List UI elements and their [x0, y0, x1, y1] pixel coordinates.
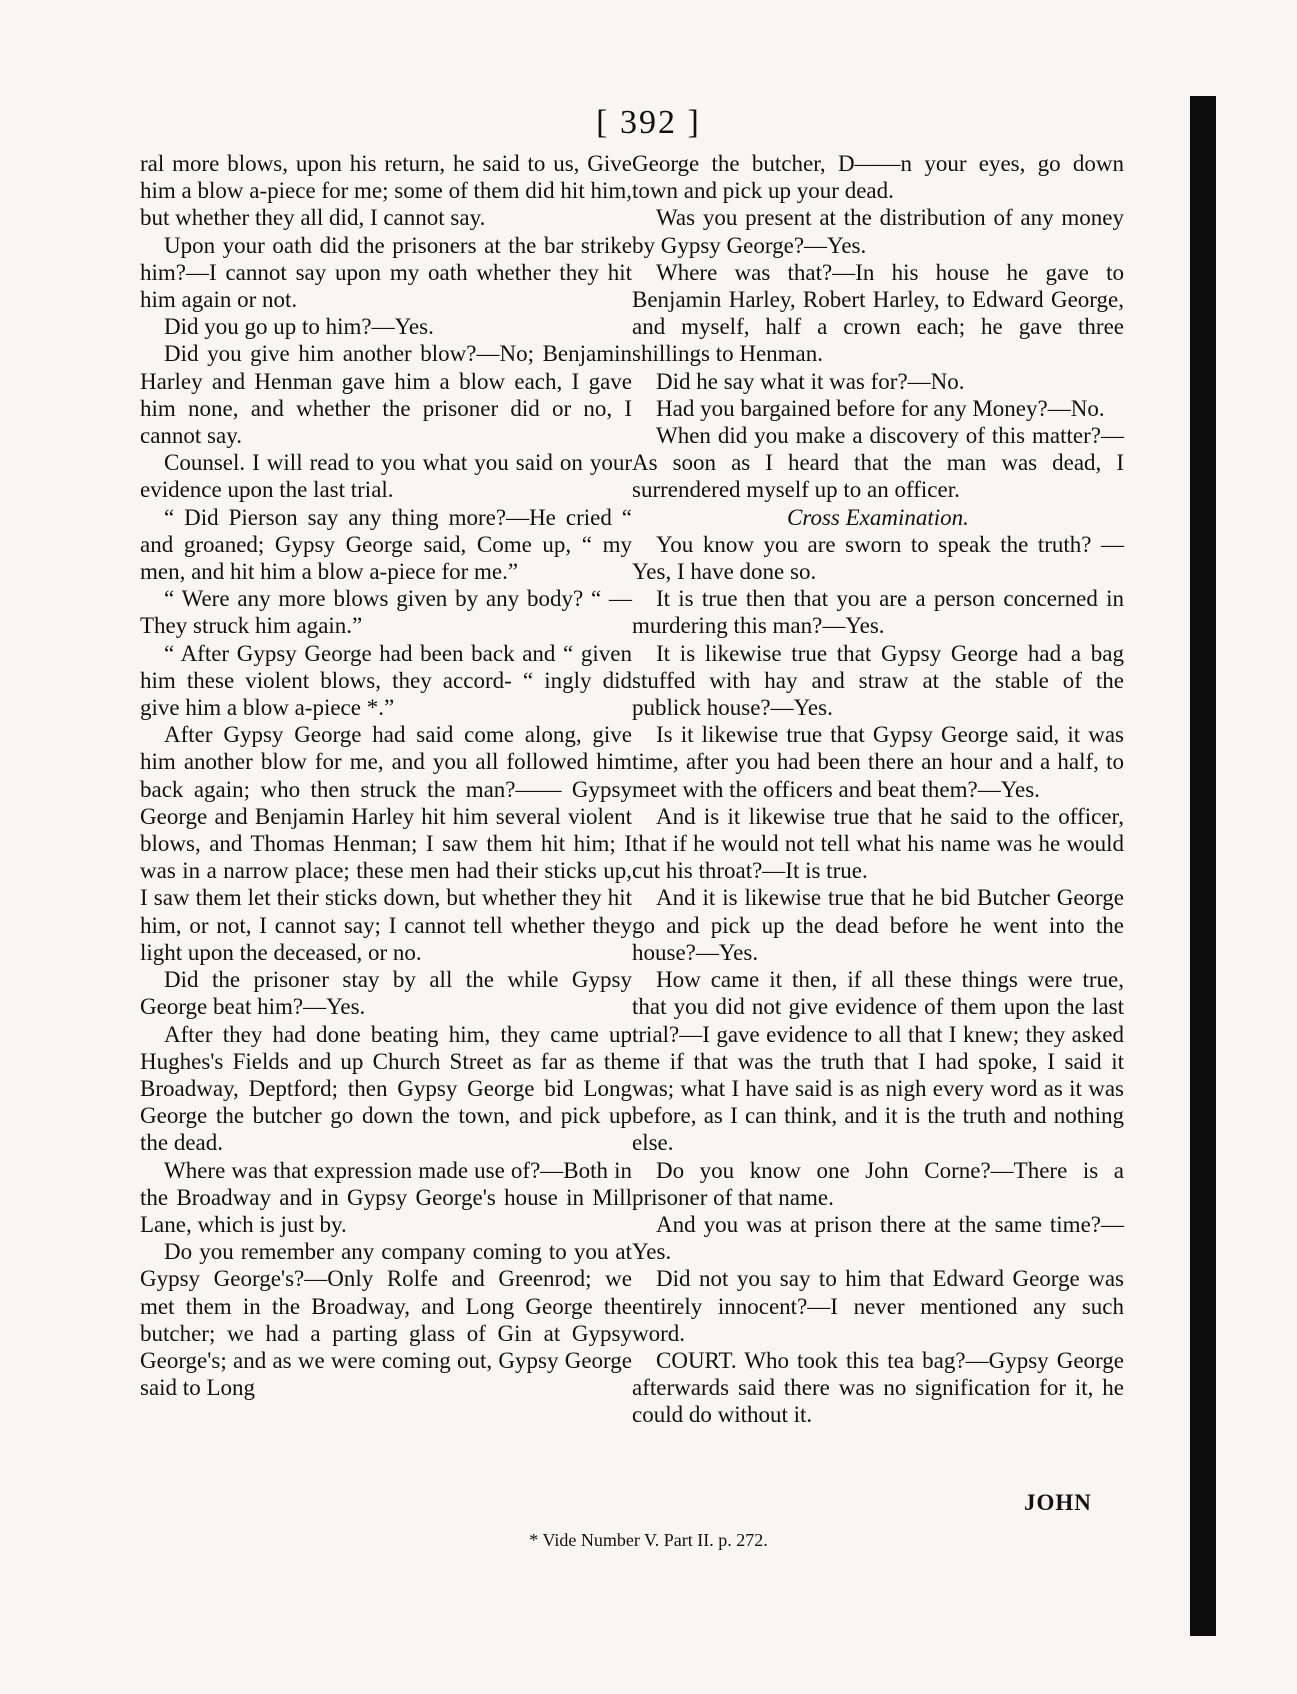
left-column-paragraph: Did you go up to him?—Yes. [164, 314, 434, 340]
left-column-paragraph: Do you remember any company coming to you at Gypsy George's?—Only Rolfe and Greenrod; we met them in the Broadway, and Long George the butcher; we had a parting glass of Gin at Gypsy George's; and as we were coming out, Gypsy George said to Long [140, 1239, 632, 1401]
right-column-paragraph: And you was at prison there at the same time?—Yes. [632, 1211, 1124, 1265]
right-column-paragraph: Was you present at the distribution of any money by Gypsy George?—Yes. [632, 205, 1124, 258]
left-column-paragraph: “ After Gypsy George had been back and “ given him these violent blows, they accord- “ ingly did give him a blow a-piece *.” [140, 640, 632, 721]
left-column [140, 150, 632, 1401]
right-column-paragraph: And it is likewise true that he bid Butcher George go and pick up the dead before he went into the house?—Yes. [632, 885, 1124, 965]
right-column-paragraph: George the butcher, D——n your eyes, go down town and pick up your dead. [632, 151, 1124, 204]
left-column-paragraph: Where was that expression made use of?—Both in the Broadway and in Gypsy George's house in Mill Lane, which is just by. [140, 1157, 632, 1237]
binding-edge-shadow [1190, 96, 1216, 1636]
catchword: JOHN [1024, 1490, 1092, 1515]
left-column-paragraph: Did you give him another blow?—No; Benjamin Harley and Henman gave him a blow each, I gave him none, and whether the prisoner did or no, I cannot say. [140, 341, 632, 449]
footnote: * Vide Number V. Part II. p. 272. [529, 1530, 768, 1550]
left-column-paragraph: After Gypsy George had said come along, give him another blow for me, and you all followed him back again; who then struck the man?—— Gypsy George and Benjamin Harley hit him several violent blows, and Thomas Henman; I saw them hit him; I was in a narrow place; these men had their sticks up, I saw them let their sticks down, but whether they hit him, or not, I cannot say; I cannot tell whether they light upon the deceased, or no. [140, 722, 632, 965]
left-column-paragraph: ral more blows, upon his return, he said to us, Give him a blow a-piece for me; some of them did hit him, but whether they all did, I cannot say. [140, 151, 632, 231]
right-column-paragraph: It is true then that you are a person concerned in murdering this man?—Yes. [632, 586, 1124, 639]
right-column-paragraph: Where was that?—In his house he gave to Benjamin Harley, Robert Harley, to Edward George, and myself, half a crown each; he gave three shillings to Henman. [632, 259, 1124, 367]
right-column-paragraph: COURT. Who took this tea bag?—Gypsy George afterwards said there was no signification for it, he could do without it. [632, 1347, 1124, 1428]
right-column-paragraph: Cross Examination. [787, 504, 969, 530]
right-column-paragraph: How came it then, if all these things were true, that you did not give evidence of them upon the last trial?—I gave evidence to all that I knew; they asked me if that was the truth that I had spoke, I said it was; what I have said is as nigh every word as it was before, as I can think, and it is the truth and nothing else. [632, 967, 1124, 1156]
right-column-paragraph: You know you are sworn to speak the truth? —Yes, I have done so. [632, 531, 1124, 585]
left-column-paragraph: Did the prisoner stay by all the while Gypsy George beat him?—Yes. [140, 967, 632, 1020]
right-column-paragraph: When did you make a discovery of this matter?—As soon as I heard that the man was dead, I surrendered myself up to an officer. [632, 423, 1124, 503]
left-column-paragraph: After they had done beating him, they came up Hughes's Fields and up Church Street as far as the Broadway, Deptford; then Gypsy George bid Long George the butcher go down the town, and pick up the dead. [140, 1021, 632, 1156]
right-column-paragraph: It is likewise true that Gypsy George had a bag stuffed with hay and straw at the stable of the publick house?—Yes. [632, 640, 1124, 721]
right-column-paragraph: Did he say what it was for?—No. [656, 368, 965, 394]
page-number: [ 392 ] [596, 104, 701, 141]
right-column-paragraph: And is it likewise true that he said to the officer, that if he would not tell what his name was he would cut his throat?—It is true. [632, 803, 1124, 884]
left-column-paragraph: Counsel. I will read to you what you said on your evidence upon the last trial. [140, 450, 632, 503]
left-column-paragraph: “ Did Pierson say any thing more?—He cried “ and groaned; Gypsy George said, Come up, “ my men, and hit him a blow a-piece for me.” [140, 504, 632, 585]
right-column-paragraph: Do you know one John Corne?—There is a prisoner of that name. [632, 1157, 1124, 1210]
left-column-paragraph: Upon your oath did the prisoners at the bar strike him?—I cannot say upon my oath whether they hit him again or not. [140, 232, 632, 313]
right-column-paragraph: Is it likewise true that Gypsy George said, it was time, after you had been there an hour and a half, to meet with the officers and beat them?—Yes. [632, 722, 1124, 802]
right-column-paragraph: Did not you say to him that Edward George was entirely innocent?—I never mentioned any such word. [632, 1266, 1124, 1346]
right-column-paragraph: Had you bargained before for any Money?—No. [656, 395, 1105, 421]
left-column-paragraph: “ Were any more blows given by any body? “ —They struck him again.” [140, 586, 632, 639]
right-column [632, 150, 1124, 1429]
